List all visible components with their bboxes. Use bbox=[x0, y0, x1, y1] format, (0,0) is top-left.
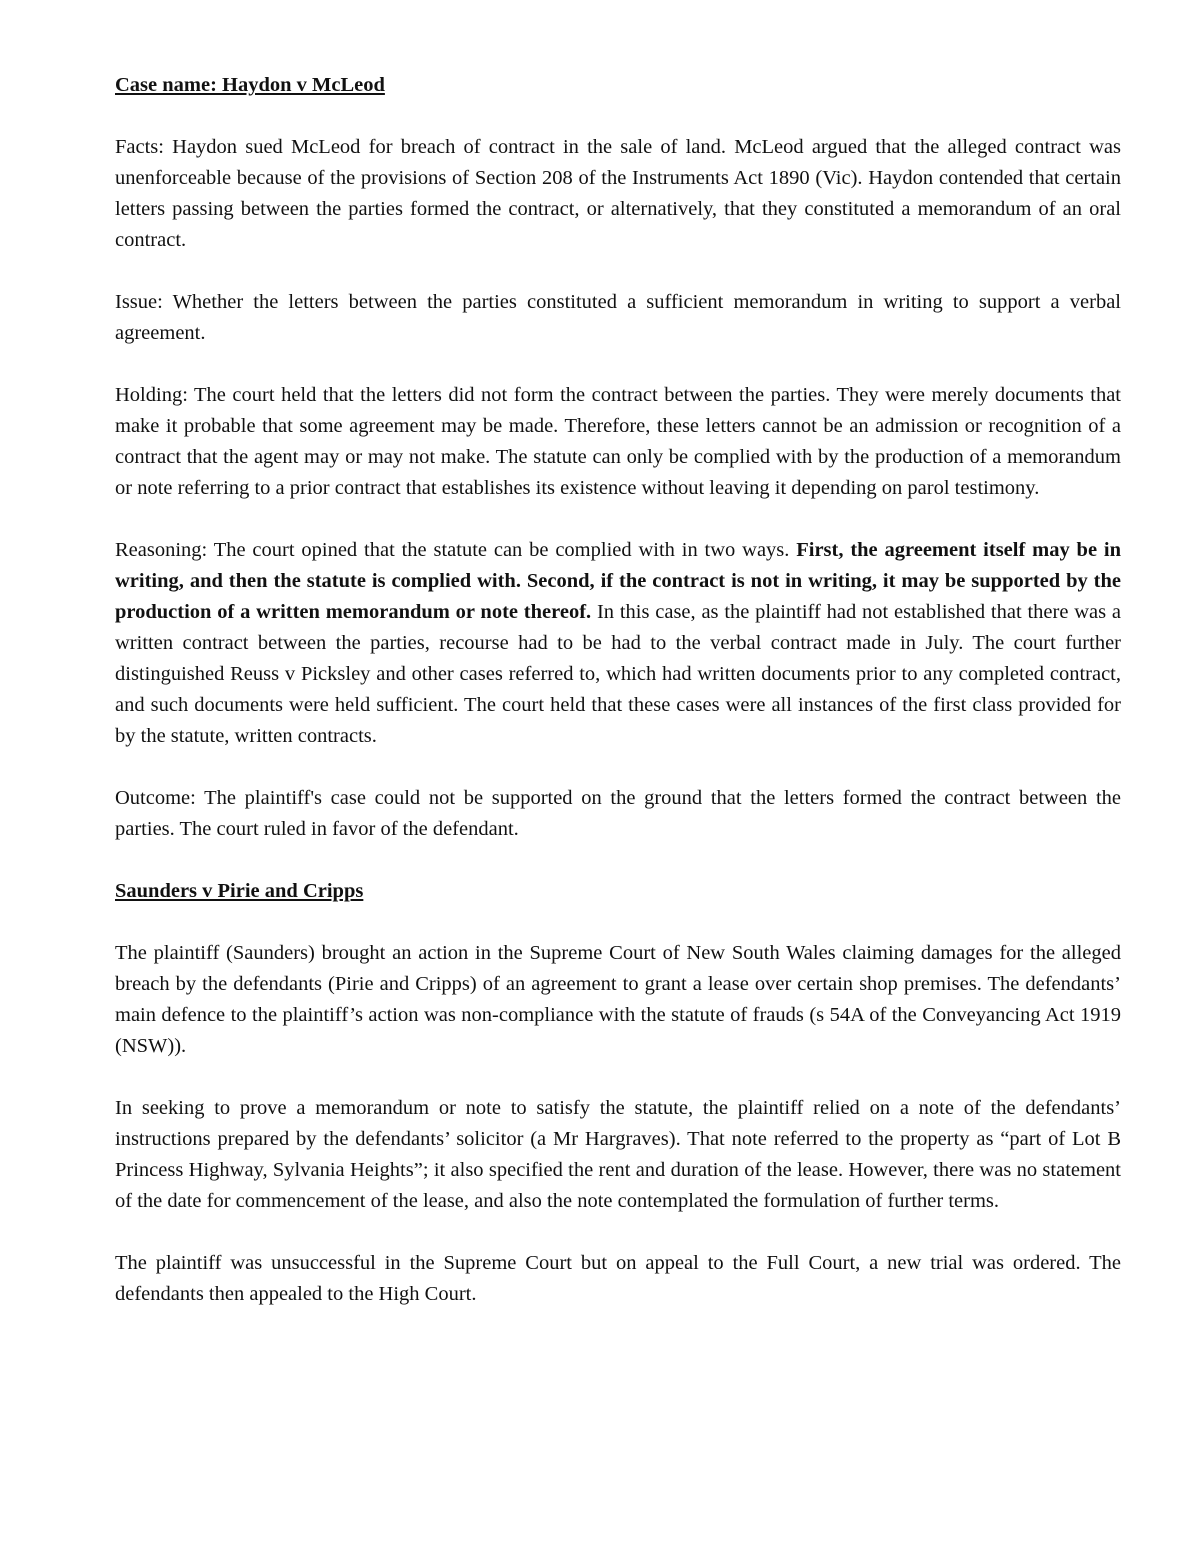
reasoning-bold-text: First, the agreement itself may be in writing, and then the statute is complied with. Second, if the contract is not in writing, it may be supported by the production of a written memorandum or note thereof. bbox=[115, 539, 1121, 623]
reasoning-rest: In this case, as the plaintiff had not established that there was a written contract between the parties, recourse had to be had to the verbal contract made in July. The court further distinguished Reuss v Picksley and other cases referred to, which had written documents prior to any completed contract, and such documents were held sufficient. The court held that these cases were all instances of the first class provided for by the statute, written contracts. bbox=[115, 601, 1121, 747]
reasoning-intro: Reasoning: The court opined that the statute can be complied with in two ways. bbox=[115, 539, 797, 561]
saunders-paragraph-1: The plaintiff (Saunders) brought an action in the Supreme Court of New South Wales claiming damages for the alleged breach by the defendants (Pirie and Cripps) of an agreement to grant a lease over certain shop premises. The defendants’ main defence to the plaintiff’s action was non-compliance with the statute of frauds (s 54A of the Conveyancing Act 1919 (NSW)). bbox=[115, 942, 1121, 1057]
outcome-paragraph: Outcome: The plaintiff's case could not be supported on the ground that the letters formed the contract between the parties. The court ruled in favor of the defendant. bbox=[115, 787, 1121, 840]
holding-paragraph: Holding: The court held that the letters did not form the contract between the parties. They were merely documents that make it probable that some agreement may be made. Therefore, these letters cannot be an admission or recognition of a contract that the agent may or may not make. The statute can only be complied with by the production of a memorandum or note referring to a prior contract that establishes its existence without leaving it depending on parol testimony. bbox=[115, 384, 1121, 499]
saunders-paragraph-3: The plaintiff was unsuccessful in the Supreme Court but on appeal to the Full Court, a new trial was ordered. The defendants then appealed to the High Court. bbox=[115, 1252, 1121, 1305]
case-heading-saunders: Saunders v Pirie and Cripps bbox=[115, 880, 364, 902]
saunders-paragraph-2: In seeking to prove a memorandum or note to satisfy the statute, the plaintiff relied on a note of the defendants’ instructions prepared by the defendants’ solicitor (a Mr Hargraves). That note referred to the property as “part of Lot B Princess Highway, Sylvania Heights”; it also specified the rent and duration of the lease. However, there was no statement of the date for commencement of the lease, and also the note contemplated the formulation of further terms. bbox=[115, 1097, 1121, 1212]
case-heading-haydon: Case name: Haydon v McLeod bbox=[115, 74, 385, 96]
reasoning-paragraph bbox=[115, 535, 1121, 752]
facts-paragraph: Facts: Haydon sued McLeod for breach of contract in the sale of land. McLeod argued that the alleged contract was unenforceable because of the provisions of Section 208 of the Instruments Act 1890 (Vic). Haydon contended that certain letters passing between the parties formed the contract, or alternatively, that they constituted a memorandum of an oral contract. bbox=[115, 136, 1121, 251]
document-page bbox=[115, 70, 1121, 1341]
issue-paragraph: Issue: Whether the letters between the parties constituted a sufficient memorandum in writing to support a verbal agreement. bbox=[115, 291, 1121, 344]
